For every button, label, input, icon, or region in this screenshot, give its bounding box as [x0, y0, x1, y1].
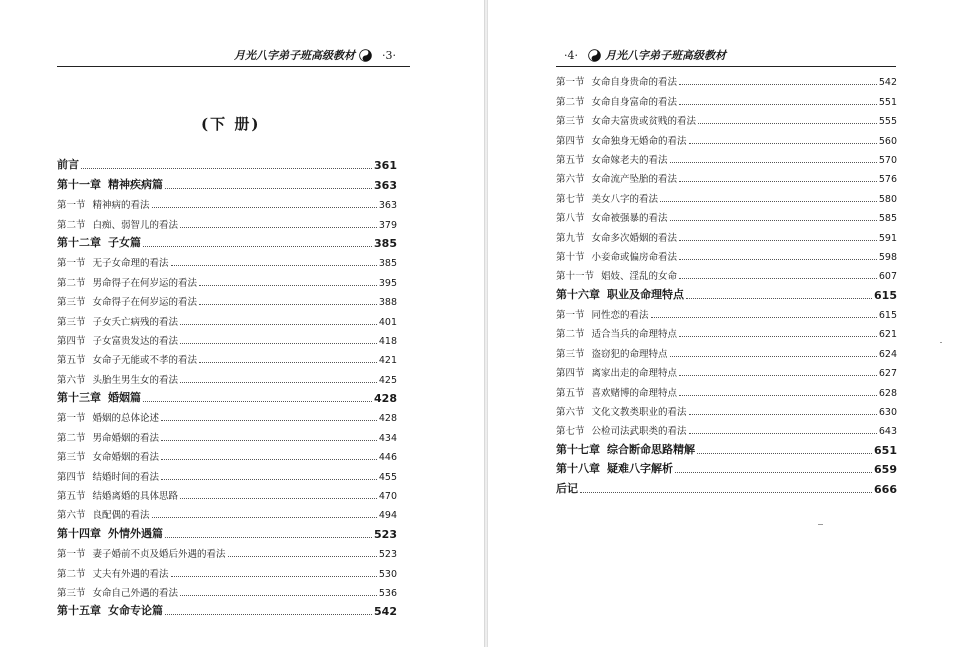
- toc-entry-title: 适合当兵的命理特点: [591, 329, 678, 341]
- toc-entry-page: 523: [374, 527, 397, 541]
- dot-leader: [698, 123, 877, 124]
- toc-entry-title: 妻子婚前不贞及婚后外遇的看法: [92, 549, 226, 561]
- toc-section-entry: [556, 360, 897, 379]
- toc-entry-label: [556, 230, 677, 244]
- toc-entry-label: [57, 566, 169, 580]
- toc-entry-number: 第十六章: [556, 287, 600, 301]
- toc-entry-title: 娼妓、淫乱的女命: [601, 271, 678, 283]
- toc-entry-title: 子女夭亡病残的看法: [92, 316, 179, 328]
- toc-entry-title: 外情外遇篇: [108, 526, 163, 540]
- toc-entry-number: 第十八章: [556, 462, 600, 476]
- toc-entry-title: 女命流产坠胎的看法: [591, 174, 678, 186]
- dot-leader: [679, 259, 877, 260]
- toc-entry-page: 560: [878, 135, 897, 147]
- toc-entry-number: 第二节: [57, 219, 86, 231]
- dot-leader: [660, 201, 877, 202]
- yin-yang-icon: [359, 49, 372, 62]
- toc-chapter-entry: [556, 437, 897, 456]
- toc-entry-page: 551: [878, 96, 897, 108]
- dot-leader: [165, 188, 372, 189]
- toc-entry-number: 第二节: [57, 568, 86, 580]
- toc-entry-label: [57, 217, 178, 231]
- toc-entry-page: 624: [878, 348, 897, 360]
- toc-entry-page: 401: [378, 316, 397, 328]
- toc-entry-title: 同性恋的看法: [591, 310, 649, 322]
- toc-entry-page: 651: [874, 443, 897, 457]
- toc-section-entry: [57, 424, 397, 443]
- toc-entry-page: 621: [878, 329, 897, 341]
- toc-entry-title: 丈夫有外遇的看法: [92, 568, 169, 580]
- toc-section-entry: [556, 185, 897, 204]
- toc-entry-page: 530: [378, 568, 397, 580]
- toc-entry-number: 第一节: [57, 413, 86, 425]
- dot-leader: [180, 595, 377, 596]
- toc-entry-label: [57, 176, 163, 192]
- dot-leader: [199, 362, 377, 363]
- right-page: [488, 0, 957, 647]
- dot-leader: [180, 227, 377, 228]
- toc-section-entry: [57, 347, 397, 366]
- toc-section-entry: [556, 88, 897, 107]
- toc-entry-label: [57, 255, 169, 269]
- page-number: ·3·: [382, 48, 396, 62]
- toc-entry-number: 第二节: [556, 329, 585, 341]
- toc-entry-label: [556, 113, 696, 127]
- toc-section-entry: [556, 340, 897, 359]
- dot-leader: [199, 285, 377, 286]
- toc-entry-page: 470: [378, 491, 397, 503]
- toc-entry-title: 女命自身富命的看法: [591, 96, 678, 108]
- toc-entry-label: [57, 469, 159, 483]
- dot-leader: [679, 181, 877, 182]
- toc-entry-label: [556, 326, 677, 340]
- toc-section-entry: [57, 250, 397, 269]
- toc-entry-label: [556, 268, 677, 282]
- dot-leader: [161, 459, 377, 460]
- toc-entry-page: 591: [878, 232, 897, 244]
- toc-entry-number: 第十四章: [57, 526, 101, 540]
- toc-entry-title: 子女篇: [108, 235, 141, 249]
- toc-entry-number: 第七节: [556, 426, 585, 438]
- dot-leader: [143, 246, 372, 247]
- dot-leader: [689, 143, 877, 144]
- toc-entry-number: 第四节: [57, 471, 86, 483]
- toc-section-entry: [57, 405, 397, 424]
- toc-entry-label: [556, 385, 677, 399]
- toc-entry-title: 女命夫富贵或贫贱的看法: [591, 116, 697, 128]
- toc-entry-label: [556, 404, 687, 418]
- toc-entry-page: 542: [878, 77, 897, 89]
- toc-entry-page: 455: [378, 471, 397, 483]
- toc-section-entry: [556, 147, 897, 166]
- header-title: 月光八字弟子班高级教材: [605, 49, 726, 62]
- toc-entry-page: 615: [878, 310, 897, 322]
- toc-entry-page: 580: [878, 193, 897, 205]
- toc-entry-label: [57, 488, 178, 502]
- dot-leader: [679, 336, 877, 337]
- toc-entry-title: 喜欢赌博的命理特点: [591, 387, 678, 399]
- toc-entry-label: [57, 372, 178, 386]
- volume-title: (下 册): [201, 115, 261, 133]
- toc-entry-label: [57, 197, 150, 211]
- toc-section-entry: [556, 379, 897, 398]
- toc-entry-page: 418: [378, 335, 397, 347]
- toc-entry-number: 第一节: [556, 310, 585, 322]
- dot-leader: [679, 84, 877, 85]
- toc-section-entry: [556, 244, 897, 263]
- dot-leader: [679, 278, 877, 279]
- toc-entry-number: 第六节: [556, 174, 585, 186]
- toc-entry-title: 女命多次婚姻的看法: [591, 232, 678, 244]
- dot-leader: [675, 472, 872, 473]
- toc-entry-page: 523: [378, 549, 397, 561]
- toc-section-entry: [556, 399, 897, 418]
- dot-leader: [697, 453, 872, 454]
- toc-entry-label: [556, 210, 668, 224]
- toc-entry-title: 离家出走的命理特点: [591, 368, 678, 380]
- dot-leader: [651, 317, 877, 318]
- toc-entry-number: 第四节: [556, 368, 585, 380]
- toc-entry-title: 女命被强暴的看法: [591, 213, 668, 225]
- toc-entry-number: 第一节: [57, 258, 86, 270]
- toc-entry-page: 536: [378, 587, 397, 599]
- toc-entry-title: 女命婚姻的看法: [92, 452, 160, 464]
- toc-entry-number: 第一节: [57, 549, 86, 561]
- toc-entry-title: 女命嫁老夫的看法: [591, 154, 668, 166]
- table-of-contents: [57, 153, 397, 618]
- toc-chapter-entry: [556, 282, 897, 301]
- dot-leader: [180, 382, 377, 383]
- toc-entry-label: [556, 74, 677, 88]
- dot-leader: [228, 556, 377, 557]
- dot-leader: [161, 420, 377, 421]
- toc-entry-label: [57, 449, 159, 463]
- toc-entry-number: 第五节: [57, 355, 86, 367]
- toc-entry-page: 379: [378, 219, 397, 231]
- toc-section-entry: [57, 289, 397, 308]
- toc-entry-title: 女命得子在何岁运的看法: [92, 297, 198, 309]
- toc-entry-page: 643: [878, 426, 897, 438]
- toc-section-entry: [57, 308, 397, 327]
- dot-leader: [143, 401, 372, 402]
- toc-entry-label: [57, 525, 163, 541]
- toc-entry-number: 第十一节: [556, 271, 595, 283]
- toc-section-entry: [57, 328, 397, 347]
- toc-section-entry: [556, 224, 897, 243]
- toc-entry-number: 第十三章: [57, 391, 101, 405]
- toc-entry-page: 425: [378, 374, 397, 386]
- toc-entry-page: 428: [378, 413, 397, 425]
- toc-chapter-entry: [57, 153, 397, 172]
- dot-leader: [180, 343, 377, 344]
- toc-section-entry: [57, 463, 397, 482]
- dot-leader: [686, 298, 872, 299]
- toc-section-entry: [57, 502, 397, 521]
- toc-entry-label: [57, 410, 159, 424]
- toc-entry-title: 男命婚姻的看法: [92, 432, 160, 444]
- dot-leader: [670, 356, 877, 357]
- toc-entry-title: 女命独身无婚命的看法: [591, 135, 687, 147]
- dot-leader: [161, 440, 377, 441]
- dot-leader: [580, 492, 872, 493]
- toc-entry-label: [556, 480, 578, 496]
- toc-section-entry: [57, 192, 397, 211]
- toc-section-entry: [57, 211, 397, 230]
- toc-entry-number: 第五节: [556, 387, 585, 399]
- toc-entry-page: 542: [374, 605, 397, 619]
- dot-leader: [689, 433, 877, 434]
- toc-entry-label: [57, 602, 163, 618]
- toc-entry-number: 第十节: [556, 251, 585, 263]
- toc-entry-title: 良配偶的看法: [92, 510, 150, 522]
- toc-entry-page: 555: [878, 116, 897, 128]
- page-number: ·4·: [564, 48, 578, 62]
- toc-chapter-entry: [57, 231, 397, 250]
- toc-entry-label: [57, 294, 197, 308]
- toc-entry-label: [57, 352, 197, 366]
- toc-entry-title: 小妾命或偏房命看法: [591, 251, 678, 263]
- toc-entry-label: [556, 171, 677, 185]
- dot-leader: [171, 576, 377, 577]
- toc-entry-number: 第七节: [556, 193, 585, 205]
- toc-entry-page: 385: [374, 236, 397, 250]
- toc-section-entry: [556, 321, 897, 340]
- toc-section-entry: [556, 302, 897, 321]
- toc-entry-title: 疑难八字解析: [607, 462, 673, 476]
- toc-entry-number: 第三节: [57, 587, 86, 599]
- toc-entry-label: [57, 314, 178, 328]
- toc-entry-label: [556, 152, 668, 166]
- toc-entry-page: 630: [878, 407, 897, 419]
- toc-section-entry: [556, 127, 897, 146]
- toc-entry-number: 第十一章: [57, 177, 101, 191]
- toc-entry-number: 第六节: [57, 510, 86, 522]
- toc-entry-page: 363: [374, 178, 397, 192]
- toc-entry-page: 385: [378, 258, 397, 270]
- toc-entry-page: 666: [874, 482, 897, 496]
- toc-entry-page: 361: [374, 159, 397, 173]
- toc-chapter-entry: [57, 172, 397, 191]
- toc-entry-number: 第三节: [57, 297, 86, 309]
- toc-section-entry: [57, 444, 397, 463]
- toc-entry-number: 第八节: [556, 213, 585, 225]
- toc-entry-page: 628: [878, 387, 897, 399]
- toc-entry-page: 428: [374, 392, 397, 406]
- toc-entry-number: 第五节: [57, 491, 86, 503]
- toc-entry-label: [57, 585, 178, 599]
- toc-section-entry: [556, 69, 897, 88]
- dot-leader: [165, 537, 372, 538]
- toc-entry-title: 婚姻篇: [108, 391, 141, 405]
- toc-entry-label: [57, 389, 141, 405]
- dot-leader: [679, 240, 877, 241]
- toc-entry-title: 后记: [556, 481, 578, 495]
- toc-section-entry: [556, 263, 897, 282]
- dot-leader: [689, 414, 877, 415]
- toc-entry-label: [556, 249, 677, 263]
- toc-entry-label: [57, 156, 79, 172]
- dot-leader: [152, 207, 377, 208]
- toc-entry-title: 头胎生男生女的看法: [92, 374, 179, 386]
- running-header: [234, 46, 402, 64]
- toc-entry-title: 前言: [57, 158, 79, 172]
- toc-entry-label: [57, 430, 159, 444]
- header-rule: [556, 66, 896, 67]
- toc-entry-page: 434: [378, 432, 397, 444]
- toc-entry-title: 婚姻的总体论述: [92, 413, 160, 425]
- toc-entry-page: 627: [878, 368, 897, 380]
- toc-section-entry: [556, 205, 897, 224]
- toc-entry-label: [556, 286, 684, 302]
- toc-entry-number: 第二节: [57, 277, 86, 289]
- running-header: [558, 46, 726, 64]
- toc-entry-number: 第四节: [556, 135, 585, 147]
- toc-entry-label: [556, 460, 673, 476]
- dot-leader: [81, 168, 372, 169]
- dot-leader: [670, 220, 877, 221]
- toc-entry-number: 第二节: [556, 96, 585, 108]
- toc-chapter-entry: [556, 476, 897, 495]
- header-rule: [57, 66, 410, 67]
- dot-leader: [171, 265, 377, 266]
- dot-leader: [670, 162, 877, 163]
- toc-entry-page: 585: [878, 213, 897, 225]
- dot-leader: [165, 614, 372, 615]
- dot-leader: [180, 324, 377, 325]
- toc-entry-title: 男命得子在何岁运的看法: [92, 277, 198, 289]
- header-title: 月光八字弟子班高级教材: [234, 49, 355, 62]
- toc-entry-title: 无子女命理的看法: [92, 258, 169, 270]
- toc-entry-page: 494: [378, 510, 397, 522]
- toc-entry-title: 精神病的看法: [92, 200, 150, 212]
- toc-entry-label: [57, 234, 141, 250]
- toc-entry-label: [556, 94, 677, 108]
- toc-entry-label: [556, 441, 695, 457]
- toc-entry-page: 598: [878, 251, 897, 263]
- toc-entry-page: 363: [378, 200, 397, 212]
- toc-entry-page: 615: [874, 288, 897, 302]
- toc-chapter-entry: [57, 386, 397, 405]
- toc-entry-number: 第六节: [556, 407, 585, 419]
- toc-section-entry: [556, 166, 897, 185]
- toc-entry-page: 388: [378, 297, 397, 309]
- toc-entry-page: 659: [874, 463, 897, 477]
- toc-section-entry: [57, 366, 397, 385]
- dot-leader: [679, 375, 877, 376]
- toc-entry-label: [556, 307, 649, 321]
- toc-entry-page: 570: [878, 154, 897, 166]
- toc-entry-label: [556, 346, 668, 360]
- toc-entry-title: 女命自己外遇的看法: [92, 587, 179, 599]
- toc-entry-number: 第十七章: [556, 442, 600, 456]
- toc-entry-number: 第九节: [556, 232, 585, 244]
- dot-leader: [679, 395, 877, 396]
- toc-entry-title: 白痴、弱智儿的看法: [92, 219, 179, 231]
- toc-section-entry: [556, 418, 897, 437]
- toc-entry-number: 第一节: [57, 200, 86, 212]
- toc-entry-number: 第一节: [556, 77, 585, 89]
- scan-speck: [818, 524, 823, 525]
- toc-entry-title: 精神疾病篇: [108, 177, 163, 191]
- toc-entry-number: 第二节: [57, 432, 86, 444]
- yin-yang-icon: [588, 49, 601, 62]
- toc-entry-number: 第三节: [57, 452, 86, 464]
- toc-entry-label: [57, 546, 226, 560]
- dot-leader: [180, 498, 377, 499]
- toc-entry-page: 607: [878, 271, 897, 283]
- toc-entry-title: 女命专论篇: [108, 604, 163, 618]
- toc-entry-title: 结婚时间的看法: [92, 471, 160, 483]
- toc-entry-label: [556, 133, 687, 147]
- toc-chapter-entry: [57, 599, 397, 618]
- toc-entry-title: 美女八字的看法: [591, 193, 659, 205]
- toc-entry-number: 第五节: [556, 154, 585, 166]
- toc-entry-number: 第四节: [57, 335, 86, 347]
- toc-entry-label: [57, 507, 150, 521]
- dot-leader: [199, 304, 377, 305]
- toc-entry-number: 第六节: [57, 374, 86, 386]
- toc-entry-title: 女命自身贵命的看法: [591, 77, 678, 89]
- toc-entry-label: [57, 275, 197, 289]
- toc-entry-label: [556, 191, 658, 205]
- toc-entry-title: 子女富贵发达的看法: [92, 335, 179, 347]
- toc-entry-title: 公检司法武职类的看法: [591, 426, 687, 438]
- scan-speck: [940, 342, 942, 343]
- dot-leader: [161, 479, 377, 480]
- toc-entry-title: 职业及命理特点: [607, 287, 684, 301]
- toc-section-entry: [57, 541, 397, 560]
- dot-leader: [679, 104, 877, 105]
- toc-entry-page: 395: [378, 277, 397, 289]
- toc-entry-title: 盗窃犯的命理特点: [591, 348, 668, 360]
- toc-entry-page: 576: [878, 174, 897, 186]
- toc-section-entry: [57, 483, 397, 502]
- toc-entry-number: 第三节: [556, 348, 585, 360]
- toc-section-entry: [57, 580, 397, 599]
- toc-entry-page: 446: [378, 452, 397, 464]
- toc-entry-title: 综合断命思路精解: [607, 442, 695, 456]
- toc-section-entry: [556, 108, 897, 127]
- toc-entry-label: [556, 423, 687, 437]
- toc-entry-number: 第三节: [57, 316, 86, 328]
- table-of-contents: [556, 69, 897, 496]
- toc-entry-title: 文化文教类职业的看法: [591, 407, 687, 419]
- toc-entry-number: 第十二章: [57, 235, 101, 249]
- toc-entry-label: [57, 333, 178, 347]
- toc-entry-title: 结婚离婚的具体思路: [92, 491, 179, 503]
- toc-chapter-entry: [57, 521, 397, 540]
- toc-section-entry: [57, 560, 397, 579]
- dot-leader: [152, 517, 377, 518]
- toc-chapter-entry: [556, 457, 897, 476]
- toc-entry-title: 女命子无能或不孝的看法: [92, 355, 198, 367]
- toc-entry-number: 第十五章: [57, 604, 101, 618]
- toc-entry-label: [556, 365, 677, 379]
- toc-entry-number: 第三节: [556, 116, 585, 128]
- toc-entry-page: 421: [378, 355, 397, 367]
- toc-section-entry: [57, 269, 397, 288]
